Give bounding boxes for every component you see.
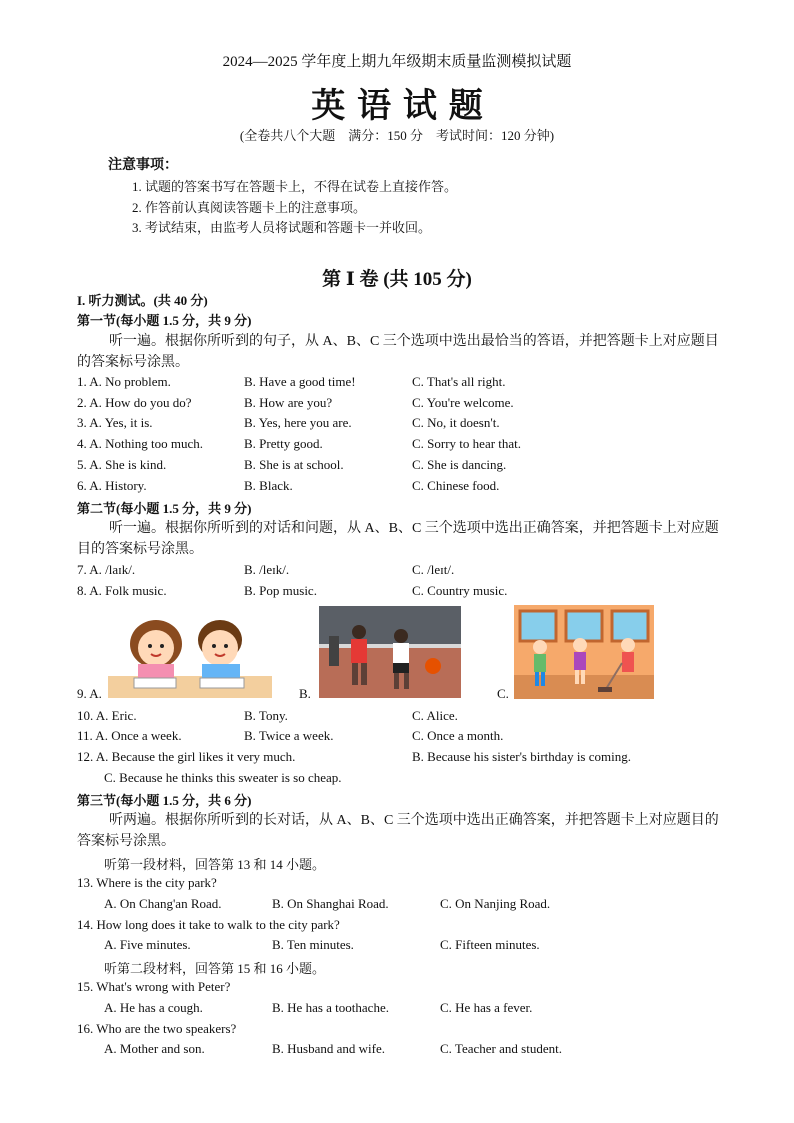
q12-option-c: C. Because he thinks this sweater is so cheap. bbox=[104, 770, 342, 785]
q5-option-c: C. She is dancing. bbox=[412, 457, 507, 472]
q9-picture-a-kids-writing bbox=[108, 608, 272, 698]
q13-option-c: C. On Nanjing Road. bbox=[440, 896, 551, 911]
q10-option-c: C. Alice. bbox=[412, 708, 458, 723]
sec3-heading: 第三节(每小题 1.5 分，共 6 分) bbox=[77, 793, 252, 808]
q2-option-b: B. How are you? bbox=[244, 395, 333, 410]
sec2-heading: 第二节(每小题 1.5 分，共 9 分) bbox=[77, 501, 252, 516]
q4-option-a: 4. A. Nothing too much. bbox=[77, 436, 204, 451]
q11-option-b: B. Twice a week. bbox=[244, 728, 334, 743]
q14-option-c: C. Fifteen minutes. bbox=[440, 937, 540, 952]
q9-option-a: 9. A. bbox=[77, 686, 102, 701]
q10-option-a: 10. A. Eric. bbox=[77, 708, 137, 723]
notice-item: 3. 考试结束，由监考人员将试题和答题卡一并收回。 bbox=[132, 220, 432, 235]
q13-option-b: B. On Shanghai Road. bbox=[272, 896, 389, 911]
q15-option-a: A. He has a cough. bbox=[104, 1000, 203, 1015]
q5-option-b: B. She is at school. bbox=[244, 457, 344, 472]
sec3-instruction: 听两遍。根据你所听到的长对话，从 A、B、C 三个选项中选出正确答案，并把答题卡上对应题目的答案标号涂黑。 bbox=[77, 813, 719, 849]
sec2-instruction: 听一遍。根据你所听到的对话和问题，从 A、B、C 三个选项中选出正确答案，并把答题卡上对应题目的答案标号涂黑。 bbox=[77, 521, 719, 557]
q10-option-b: B. Tony. bbox=[244, 708, 288, 723]
q9-picture-c-cleaning bbox=[514, 605, 654, 699]
q13-stem: 13. Where is the city park? bbox=[77, 875, 217, 890]
q11-option-a: 11. A. Once a week. bbox=[77, 728, 182, 743]
q4-option-c: C. Sorry to hear that. bbox=[412, 436, 522, 451]
q6-option-a: 6. A. History. bbox=[77, 478, 147, 493]
notice-item: 1. 试题的答案书写在答题卡上，不得在试卷上直接作答。 bbox=[132, 179, 458, 194]
q8-option-b: B. Pop music. bbox=[244, 583, 317, 598]
q9-option-b: B. bbox=[299, 686, 311, 701]
q13-option-a: A. On Chang'an Road. bbox=[104, 896, 222, 911]
notice-item: 2. 作答前认真阅读答题卡上的注意事项。 bbox=[132, 200, 367, 215]
material-2-note: 听第二段材料，回答第 15 和 16 小题。 bbox=[104, 961, 326, 976]
q3-option-b: B. Yes, here you are. bbox=[244, 415, 352, 430]
q12-option-b: B. Because his sister's birthday is coming. bbox=[412, 749, 631, 764]
q15-option-c: C. He has a fever. bbox=[440, 1000, 533, 1015]
q1-option-b: B. Have a good time! bbox=[244, 374, 356, 389]
q8-option-c: C. Country music. bbox=[412, 583, 508, 598]
q9-picture-b-basketball bbox=[319, 606, 461, 698]
q16-option-b: B. Husband and wife. bbox=[272, 1041, 386, 1056]
q1-option-c: C. That's all right. bbox=[412, 374, 506, 389]
q3-option-a: 3. A. Yes, it is. bbox=[77, 415, 153, 430]
part1-heading: I. 听力测试。(共 40 分) bbox=[77, 293, 208, 308]
q14-stem: 14. How long does it take to walk to the city park? bbox=[77, 917, 340, 932]
q16-option-a: A. Mother and son. bbox=[104, 1041, 205, 1056]
q7-option-a: 7. A. /laɪk/. bbox=[77, 562, 136, 577]
q14-option-a: A. Five minutes. bbox=[104, 937, 191, 952]
exam-title: 英 语 试 题 bbox=[311, 86, 483, 126]
material-1-note: 听第一段材料，回答第 13 和 14 小题。 bbox=[104, 857, 326, 872]
q8-option-a: 8. A. Folk music. bbox=[77, 583, 167, 598]
q3-option-c: C. No, it doesn't. bbox=[412, 415, 500, 430]
q2-option-c: C. You're welcome. bbox=[412, 395, 514, 410]
volume-title: 第 Ⅰ 卷 (共 105 分) bbox=[322, 269, 472, 290]
q12-option-a: 12. A. Because the girl likes it very much. bbox=[77, 749, 296, 764]
q6-option-c: C. Chinese food. bbox=[412, 478, 500, 493]
sec1-heading: 第一节(每小题 1.5 分，共 9 分) bbox=[77, 313, 252, 328]
q1-option-a: 1. A. No problem. bbox=[77, 374, 171, 389]
q4-option-b: B. Pretty good. bbox=[244, 436, 323, 451]
q9-option-c: C. bbox=[497, 686, 509, 701]
q6-option-b: B. Black. bbox=[244, 478, 293, 493]
sec1-instruction: 听一遍。根据你所听到的句子，从 A、B、C 三个选项中选出最恰当的答语，并把答题卡上对应题目的答案标号涂黑。 bbox=[77, 334, 719, 370]
q2-option-a: 2. A. How do you do? bbox=[77, 395, 192, 410]
q7-option-b: B. /leɪk/. bbox=[244, 562, 290, 577]
q15-stem: 15. What's wrong with Peter? bbox=[77, 979, 231, 994]
q5-option-a: 5. A. She is kind. bbox=[77, 457, 167, 472]
q16-stem: 16. Who are the two speakers? bbox=[77, 1021, 237, 1036]
exam-info: (全卷共八个大题 满分：150 分 考试时间：120 分钟) bbox=[239, 128, 555, 143]
q15-option-b: B. He has a toothache. bbox=[272, 1000, 389, 1015]
q11-option-c: C. Once a month. bbox=[412, 728, 504, 743]
q14-option-b: B. Ten minutes. bbox=[272, 937, 354, 952]
exam-subtitle: 2024—2025 学年度上期九年级期末质量监测模拟试题 bbox=[222, 54, 572, 70]
notice-heading: 注意事项： bbox=[108, 158, 178, 173]
q7-option-c: C. /leɪt/. bbox=[412, 562, 455, 577]
q16-option-c: C. Teacher and student. bbox=[440, 1041, 562, 1056]
